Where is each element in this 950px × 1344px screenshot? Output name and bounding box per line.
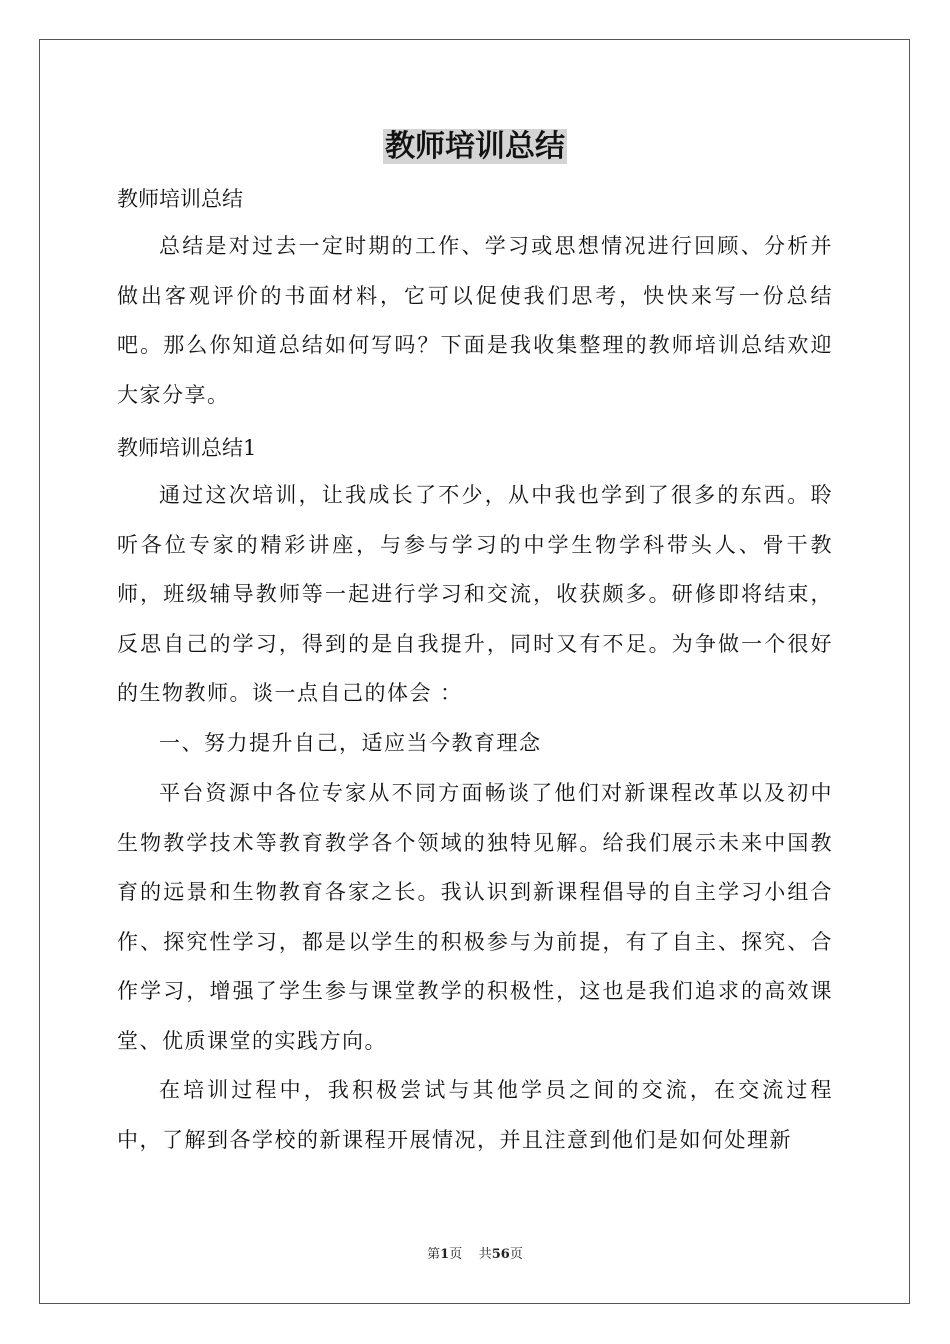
document-title xyxy=(117,124,833,170)
intro-paragraph: 总结是对过去一定时期的工作、学习或思想情况进行回顾、分析并做出客观评价的书面材料，它可以促使我们思考，快快来写一份总结吧。那么你知道总结如何写吗？下面是我收集整理的教师培训总结欢迎大家分享。 xyxy=(117,234,833,407)
body-subheading: 一、努力提升自己，适应当今教育理念 xyxy=(159,731,542,755)
document-subtitle: 教师培训总结 xyxy=(117,187,243,211)
document-title-text: 教师培训总结 xyxy=(385,129,565,164)
body-paragraph-3: 在培训过程中，我积极尝试与其他学员之间的交流，在交流过程中，了解到各学校的新课程开展情况，并且注意到他们是如何处理新 xyxy=(117,1078,833,1152)
body-paragraph-1: 通过这次培训，让我成长了不少，从中我也学到了很多的东西。聆听各位专家的精彩讲座，与参与学习的中学生物学科带头人、骨干教师，班级辅导教师等一起进行学习和交流，收获颇多。研修即将结束，反思自己的学习，得到的是自我提升，同时又有不足。为争做一个很好的生物教师。谈一点自己的体会 ： xyxy=(117,483,833,705)
page-prefix: 第 xyxy=(427,1247,441,1262)
page-number: 1 xyxy=(440,1247,450,1262)
total-suffix: 页 xyxy=(509,1247,523,1262)
page-suffix: 页 xyxy=(449,1247,463,1262)
page-footer xyxy=(0,1245,950,1265)
body-paragraph-2: 平台资源中各位专家从不同方面畅谈了他们对新课程改革以及初中生物教学技术等教育教学各个领域的独特见解。给我们展示未来中国教育的远景和生物教育各家之长。我认识到新课程倡导的自主学习小组合作、探究性学习，都是以学生的积极参与为前提，有了自主、探究、合作学习，增强了学生参与课堂教学的积极性，这也是我们追求的高效课堂、优质课堂的实践方向。 xyxy=(117,781,833,1053)
total-prefix: 共 xyxy=(478,1247,492,1262)
section-heading: 教师培训总结1 xyxy=(117,436,257,460)
total-pages: 56 xyxy=(491,1247,510,1262)
